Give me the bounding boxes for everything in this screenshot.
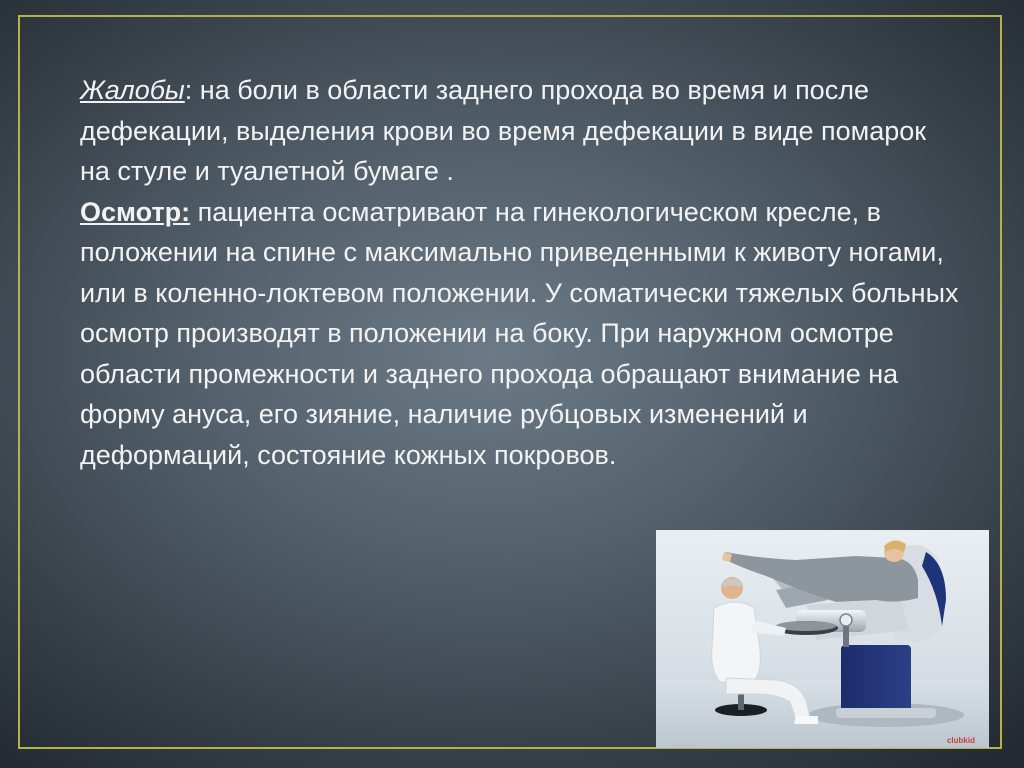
complaints-term: Жалобы bbox=[80, 75, 185, 105]
complaints-text: : на боли в области заднего прохода во время и после дефекации, выделения крови во время дефекации в виде помарок на стуле и туалетной бумаге . bbox=[80, 75, 927, 186]
photo-watermark: clubkid bbox=[946, 736, 975, 745]
exam-chair-illustration bbox=[656, 530, 989, 748]
slide-body-text bbox=[80, 70, 960, 475]
exam-paragraph bbox=[80, 192, 960, 476]
complaints-paragraph bbox=[80, 70, 960, 192]
exam-chair-photo bbox=[656, 530, 989, 748]
exam-term: Осмотр: bbox=[80, 196, 191, 227]
exam-text: пациента осматривают на гинекологическом кресле, в положении на спине с максимально приведенными к животу ногами, или в коленно-локтевом положении. У соматически тяжелых больных осмотр производят в положении на боку. При наружном осмотре области промежности и заднего прохода обращают внимание на форму ануса, его зияние, наличие рубцовых изменений и деформаций, состояние кожных покровов. bbox=[80, 196, 959, 470]
